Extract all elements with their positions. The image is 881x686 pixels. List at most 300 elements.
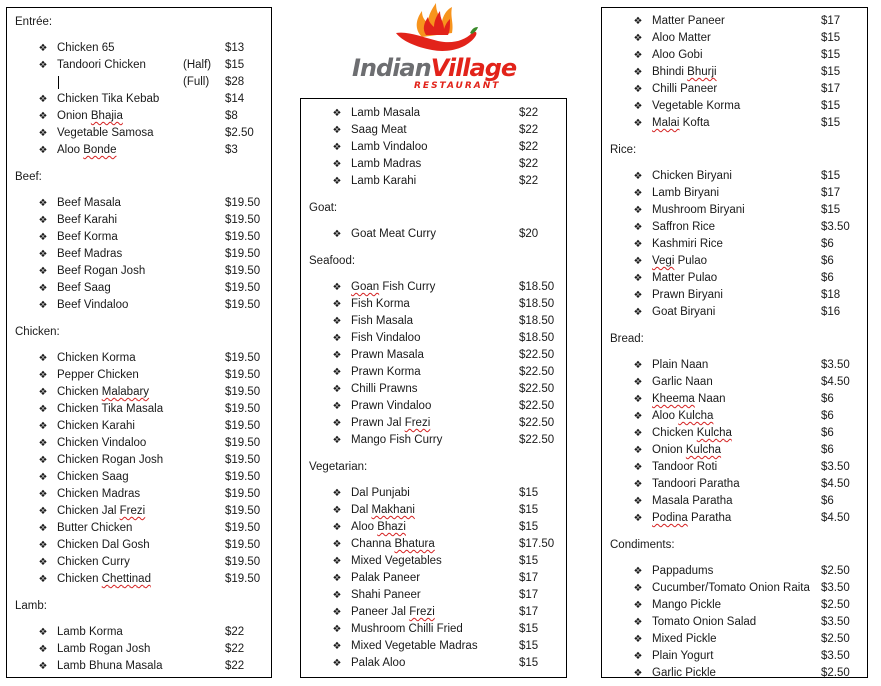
menu-item-name: Butter Chicken bbox=[57, 522, 133, 534]
bullet-diamond-icon: ❖ bbox=[38, 232, 48, 243]
section-gap bbox=[7, 31, 271, 40]
menu-item-name: Pappadums bbox=[652, 565, 714, 577]
bullet-diamond-icon: ❖ bbox=[633, 239, 643, 250]
misspelled-word: Bhatura bbox=[394, 538, 435, 550]
menu-item bbox=[602, 13, 867, 30]
menu-item bbox=[7, 367, 271, 384]
menu-item-name: Prawn Biryani bbox=[652, 289, 723, 301]
menu-item bbox=[602, 219, 867, 236]
menu-item bbox=[602, 253, 867, 270]
menu-item-name: Vegetable Samosa bbox=[57, 127, 154, 139]
menu-item bbox=[301, 604, 566, 621]
bullet-diamond-icon: ❖ bbox=[332, 624, 342, 635]
bullet-diamond-icon: ❖ bbox=[332, 401, 342, 412]
menu-item-name: Beef Korma bbox=[57, 231, 118, 243]
menu-item-price: $17 bbox=[821, 83, 841, 95]
menu-item-name: Prawn Jal Frezi bbox=[351, 417, 431, 429]
misspelled-word: Bonde bbox=[83, 144, 117, 156]
section-title: Goat: bbox=[309, 202, 338, 214]
menu-item-price: $15 bbox=[821, 204, 841, 216]
menu-item-price: $3.50 bbox=[821, 221, 850, 233]
misspelled-word: Podina bbox=[652, 512, 688, 524]
menu-item bbox=[602, 510, 867, 527]
menu-item-price: $18.50 bbox=[519, 281, 555, 293]
menu-item bbox=[7, 641, 271, 658]
menu-item-price: $8 bbox=[225, 110, 238, 122]
bullet-diamond-icon: ❖ bbox=[38, 472, 48, 483]
menu-item bbox=[7, 384, 271, 401]
menu-item-price: $22.50 bbox=[519, 383, 555, 395]
menu-item bbox=[7, 212, 271, 229]
menu-item-price: $6 bbox=[821, 255, 834, 267]
bullet-diamond-icon: ❖ bbox=[633, 360, 643, 371]
menu-item-name: Beef Saag bbox=[57, 282, 111, 294]
bullet-diamond-icon: ❖ bbox=[633, 634, 643, 645]
menu-item-price: $2.50 bbox=[821, 565, 850, 577]
bullet-diamond-icon: ❖ bbox=[38, 387, 48, 398]
misspelled-word: Kheema bbox=[652, 393, 695, 405]
menu-item bbox=[301, 139, 566, 156]
menu-item-name: Onion Bhajia bbox=[57, 110, 123, 122]
menu-item-price: $22 bbox=[225, 660, 245, 672]
menu-item-name: Fish Masala bbox=[351, 315, 413, 327]
bullet-diamond-icon: ❖ bbox=[38, 455, 48, 466]
menu-item bbox=[602, 374, 867, 391]
section-gap bbox=[602, 159, 867, 168]
bullet-diamond-icon: ❖ bbox=[633, 101, 643, 112]
bullet-diamond-icon: ❖ bbox=[38, 438, 48, 449]
menu-item bbox=[602, 476, 867, 493]
bullet-diamond-icon: ❖ bbox=[633, 411, 643, 422]
misspelled-word: Bhajia bbox=[90, 110, 123, 122]
menu-item-name: Chicken Korma bbox=[57, 352, 136, 364]
menu-item-price: $22.50 bbox=[519, 400, 555, 412]
bullet-diamond-icon: ❖ bbox=[633, 462, 643, 473]
bullet-diamond-icon: ❖ bbox=[38, 627, 48, 638]
menu-item bbox=[7, 435, 271, 452]
menu-item-name: Aloo Bhazi bbox=[351, 521, 406, 533]
menu-item bbox=[602, 614, 867, 631]
menu-item bbox=[602, 442, 867, 459]
menu-item-price: $15 bbox=[519, 487, 539, 499]
menu-item-name: Mango Pickle bbox=[652, 599, 722, 611]
menu-item-name: Lamb Korma bbox=[57, 626, 123, 638]
bullet-diamond-icon: ❖ bbox=[38, 370, 48, 381]
misspelled-word: Bhazi bbox=[377, 521, 406, 533]
bullet-diamond-icon: ❖ bbox=[38, 128, 48, 139]
menu-item-name: Palak Paneer bbox=[351, 572, 421, 584]
menu-item-price: $19.50 bbox=[225, 299, 261, 311]
menu-item-price: $15 bbox=[519, 623, 539, 635]
menu-item-price: $19.50 bbox=[225, 403, 261, 415]
bullet-diamond-icon: ❖ bbox=[332, 159, 342, 170]
menu-item-price: $17.50 bbox=[519, 538, 555, 550]
bullet-diamond-icon: ❖ bbox=[38, 43, 48, 54]
bullet-diamond-icon: ❖ bbox=[332, 229, 342, 240]
menu-item-price: $6 bbox=[821, 238, 834, 250]
menu-item-price: $18.50 bbox=[519, 315, 555, 327]
menu-item-price: $4.50 bbox=[821, 376, 850, 388]
menu-item-name: Plain Naan bbox=[652, 359, 709, 371]
menu-item bbox=[7, 263, 271, 280]
section-gap bbox=[7, 615, 271, 624]
bullet-diamond-icon: ❖ bbox=[633, 307, 643, 318]
bullet-diamond-icon: ❖ bbox=[38, 94, 48, 105]
menu-item bbox=[301, 364, 566, 381]
misspelled-word: Malai bbox=[652, 117, 680, 129]
menu-item bbox=[602, 47, 867, 64]
bullet-diamond-icon: ❖ bbox=[633, 50, 643, 61]
bullet-diamond-icon: ❖ bbox=[633, 16, 643, 27]
bullet-diamond-icon: ❖ bbox=[332, 418, 342, 429]
bullet-diamond-icon: ❖ bbox=[332, 108, 342, 119]
bullet-diamond-icon: ❖ bbox=[38, 266, 48, 277]
menu-item-price: $15 bbox=[821, 32, 841, 44]
bullet-diamond-icon: ❖ bbox=[38, 523, 48, 534]
bullet-diamond-icon: ❖ bbox=[332, 350, 342, 361]
menu-item-name: Aloo Bonde bbox=[57, 144, 117, 156]
section-gap bbox=[602, 132, 867, 142]
menu-item bbox=[301, 330, 566, 347]
menu-item-price: $15 bbox=[821, 66, 841, 78]
menu-item-price: $22 bbox=[519, 107, 539, 119]
chilli-flame-icon bbox=[392, 3, 482, 57]
bullet-diamond-icon: ❖ bbox=[332, 435, 342, 446]
bullet-diamond-icon: ❖ bbox=[332, 367, 342, 378]
menu-item-price: $22.50 bbox=[519, 349, 555, 361]
menu-item-name: Aloo Gobi bbox=[652, 49, 703, 61]
menu-item-price: $17 bbox=[519, 606, 539, 618]
menu-item-name: Prawn Vindaloo bbox=[351, 400, 432, 412]
menu-item-price: $18.50 bbox=[519, 298, 555, 310]
menu-item-name: Lamb Vindaloo bbox=[351, 141, 428, 153]
menu-item-price: $19.50 bbox=[225, 352, 261, 364]
menu-item bbox=[301, 381, 566, 398]
menu-item bbox=[301, 638, 566, 655]
menu-item-name: Goat Meat Curry bbox=[351, 228, 436, 240]
restaurant-logo bbox=[352, 3, 524, 95]
menu-item-name: Saag Meat bbox=[351, 124, 407, 136]
menu-item-name: Chicken Malabary bbox=[57, 386, 150, 398]
menu-item-name: Goan Fish Curry bbox=[351, 281, 436, 293]
menu-item-name: Dal Punjabi bbox=[351, 487, 410, 499]
menu-item-name: Chicken Tika Masala bbox=[57, 403, 164, 415]
bullet-diamond-icon: ❖ bbox=[38, 661, 48, 672]
bullet-diamond-icon: ❖ bbox=[332, 539, 342, 550]
menu-item-name: Pepper Chicken bbox=[57, 369, 139, 381]
menu-item bbox=[602, 287, 867, 304]
menu-item bbox=[602, 493, 867, 510]
menu-column-1 bbox=[6, 7, 272, 678]
menu-item-price: $18.50 bbox=[519, 332, 555, 344]
bullet-diamond-icon: ❖ bbox=[332, 316, 342, 327]
menu-item-price: $15 bbox=[519, 521, 539, 533]
menu-item bbox=[7, 280, 271, 297]
menu-item bbox=[301, 122, 566, 139]
menu-item-price: $19.50 bbox=[225, 231, 261, 243]
menu-item-name: Lamb Bhuna Masala bbox=[57, 660, 163, 672]
menu-item-price: $19.50 bbox=[225, 522, 261, 534]
misspelled-word: Chettinad bbox=[101, 573, 151, 585]
menu-item-name: Fish Korma bbox=[351, 298, 410, 310]
menu-item-price: $4.50 bbox=[821, 512, 850, 524]
menu-item-name: Tandoori Paratha bbox=[652, 478, 740, 490]
menu-item-price: $22 bbox=[225, 643, 245, 655]
menu-item-price: $3.50 bbox=[821, 359, 850, 371]
bullet-diamond-icon: ❖ bbox=[633, 84, 643, 95]
menu-item-price: $28 bbox=[225, 76, 245, 88]
menu-item-price: $22 bbox=[225, 626, 245, 638]
menu-item bbox=[602, 580, 867, 597]
menu-item-name: Kashmiri Rice bbox=[652, 238, 723, 250]
menu-item-price: $19.50 bbox=[225, 265, 261, 277]
logo-wordmark bbox=[352, 55, 524, 81]
menu-item-name: Mixed Vegetable Madras bbox=[351, 640, 478, 652]
menu-item-price: $19.50 bbox=[225, 214, 261, 226]
menu-item-name: Vegetable Korma bbox=[652, 100, 741, 112]
menu-item-name: Matter Pulao bbox=[652, 272, 718, 284]
menu-item-name: Palak Aloo bbox=[351, 657, 406, 669]
misspelled-word: Malabary bbox=[101, 386, 150, 398]
text-cursor bbox=[58, 76, 59, 89]
bullet-diamond-icon: ❖ bbox=[38, 574, 48, 585]
menu-item-price: $3.50 bbox=[821, 616, 850, 628]
menu-item bbox=[602, 168, 867, 185]
menu-item-price: $22.50 bbox=[519, 434, 555, 446]
menu-item-name: Chicken Madras bbox=[57, 488, 141, 500]
menu-item bbox=[602, 408, 867, 425]
menu-item bbox=[602, 115, 867, 132]
menu-item bbox=[7, 554, 271, 571]
bullet-diamond-icon: ❖ bbox=[38, 111, 48, 122]
bullet-diamond-icon: ❖ bbox=[38, 644, 48, 655]
menu-item-name: Chicken Chettinad bbox=[57, 573, 151, 585]
menu-item bbox=[7, 503, 271, 520]
misspelled-word: Kulcha bbox=[685, 444, 722, 456]
menu-item-name: Chicken Dal Gosh bbox=[57, 539, 150, 551]
menu-item-price: $15 bbox=[519, 504, 539, 516]
bullet-diamond-icon: ❖ bbox=[38, 198, 48, 209]
menu-item-price: $22 bbox=[519, 158, 539, 170]
menu-item-name: Lamb Madras bbox=[351, 158, 422, 170]
menu-item bbox=[301, 432, 566, 449]
section-gap bbox=[301, 270, 566, 279]
section-gap bbox=[7, 341, 271, 350]
logo-subtitle: RESTAURANT bbox=[414, 81, 501, 91]
menu-item bbox=[7, 350, 271, 367]
menu-item-name: Chilli Prawns bbox=[351, 383, 418, 395]
bullet-diamond-icon: ❖ bbox=[633, 445, 643, 456]
misspelled-word: Frezi bbox=[119, 505, 146, 517]
menu-item bbox=[602, 631, 867, 648]
bullet-diamond-icon: ❖ bbox=[633, 118, 643, 129]
menu-item bbox=[602, 357, 867, 374]
section-gap bbox=[301, 243, 566, 253]
menu-item-name: Chicken Karahi bbox=[57, 420, 135, 432]
section-gap bbox=[301, 217, 566, 226]
menu-item-price: $2.50 bbox=[821, 599, 850, 611]
menu-item-price: $19.50 bbox=[225, 573, 261, 585]
bullet-diamond-icon: ❖ bbox=[633, 617, 643, 628]
menu-item bbox=[301, 173, 566, 190]
menu-item bbox=[602, 98, 867, 115]
menu-item bbox=[7, 401, 271, 418]
menu-item bbox=[301, 621, 566, 638]
menu-item-price: $15 bbox=[225, 59, 245, 71]
misspelled-word: Makhani bbox=[371, 504, 415, 516]
menu-item bbox=[301, 502, 566, 519]
menu-item-name: Tomato Onion Salad bbox=[652, 616, 757, 628]
menu-item-name: Beef Masala bbox=[57, 197, 121, 209]
menu-item bbox=[7, 229, 271, 246]
menu-item bbox=[7, 486, 271, 503]
bullet-diamond-icon: ❖ bbox=[633, 290, 643, 301]
menu-item-name: Bhindi Bhurji bbox=[652, 66, 717, 78]
bullet-diamond-icon: ❖ bbox=[38, 215, 48, 226]
menu-item bbox=[7, 297, 271, 314]
section-gap bbox=[7, 186, 271, 195]
menu-item-name: Chicken Jal Frezi bbox=[57, 505, 146, 517]
menu-item-name: Mango Fish Curry bbox=[351, 434, 443, 446]
bullet-diamond-icon: ❖ bbox=[332, 142, 342, 153]
menu-item-name: Goat Biryani bbox=[652, 306, 716, 318]
bullet-diamond-icon: ❖ bbox=[332, 573, 342, 584]
menu-item-name: Chilli Paneer bbox=[652, 83, 718, 95]
menu-item-price: $15 bbox=[519, 640, 539, 652]
menu-item bbox=[7, 658, 271, 675]
bullet-diamond-icon: ❖ bbox=[633, 479, 643, 490]
menu-item bbox=[301, 536, 566, 553]
menu-item bbox=[301, 415, 566, 432]
menu-item bbox=[301, 313, 566, 330]
menu-item bbox=[602, 202, 867, 219]
menu-item-price: $3.50 bbox=[821, 582, 850, 594]
menu-item bbox=[301, 105, 566, 122]
menu-item bbox=[7, 40, 271, 57]
bullet-diamond-icon: ❖ bbox=[332, 176, 342, 187]
menu-item bbox=[7, 469, 271, 486]
menu-item bbox=[7, 57, 271, 74]
menu-item-name: Podina Paratha bbox=[652, 512, 732, 524]
menu-item-name: Fish Vindaloo bbox=[351, 332, 421, 344]
menu-item-price: $18 bbox=[821, 289, 841, 301]
menu-item-name: Mixed Pickle bbox=[652, 633, 717, 645]
menu-item bbox=[301, 587, 566, 604]
section-gap bbox=[7, 314, 271, 324]
menu-item-name: Prawn Masala bbox=[351, 349, 424, 361]
misspelled-word: Kulcha bbox=[696, 427, 732, 439]
menu-item-name: Chicken Kulcha bbox=[652, 427, 732, 439]
menu-item-price: $3 bbox=[225, 144, 238, 156]
section-gap bbox=[301, 449, 566, 459]
section-title: Lamb: bbox=[15, 600, 47, 612]
section-gap bbox=[7, 159, 271, 169]
bullet-diamond-icon: ❖ bbox=[38, 145, 48, 156]
bullet-diamond-icon: ❖ bbox=[38, 404, 48, 415]
menu-item-name: Mushroom Biryani bbox=[652, 204, 745, 216]
menu-item bbox=[7, 520, 271, 537]
menu-item-price: $19.50 bbox=[225, 386, 261, 398]
bullet-diamond-icon: ❖ bbox=[633, 171, 643, 182]
menu-item-price: $15 bbox=[821, 170, 841, 182]
menu-item bbox=[7, 195, 271, 212]
menu-item-name: Beef Madras bbox=[57, 248, 123, 260]
menu-item-price: $22 bbox=[519, 141, 539, 153]
menu-item bbox=[7, 452, 271, 469]
bullet-diamond-icon: ❖ bbox=[38, 506, 48, 517]
bullet-diamond-icon: ❖ bbox=[332, 505, 342, 516]
menu-column-3 bbox=[601, 7, 868, 678]
misspelled-word: Frezi bbox=[409, 606, 435, 618]
bullet-diamond-icon: ❖ bbox=[332, 299, 342, 310]
menu-item bbox=[7, 91, 271, 108]
menu-item bbox=[7, 418, 271, 435]
bullet-diamond-icon: ❖ bbox=[332, 607, 342, 618]
menu-item-price: $6 bbox=[821, 410, 834, 422]
bullet-diamond-icon: ❖ bbox=[633, 513, 643, 524]
bullet-diamond-icon: ❖ bbox=[38, 283, 48, 294]
menu-item-price: $19.50 bbox=[225, 505, 261, 517]
menu-item bbox=[602, 236, 867, 253]
bullet-diamond-icon: ❖ bbox=[332, 522, 342, 533]
section-title: Chicken: bbox=[15, 326, 60, 338]
menu-item-name: Lamb Rogan Josh bbox=[57, 643, 151, 655]
misspelled-word: Frezi bbox=[404, 417, 431, 429]
menu-item bbox=[301, 485, 566, 502]
menu-item-name: Chicken Rogan Josh bbox=[57, 454, 164, 466]
menu-item-price: $15 bbox=[821, 100, 841, 112]
bullet-diamond-icon: ❖ bbox=[633, 273, 643, 284]
menu-item-price: $15 bbox=[821, 49, 841, 61]
bullet-diamond-icon: ❖ bbox=[633, 205, 643, 216]
misspelled-word: Bhurji bbox=[687, 66, 717, 78]
menu-item bbox=[7, 108, 271, 125]
menu-item bbox=[602, 30, 867, 47]
menu-item-name: Beef Karahi bbox=[57, 214, 118, 226]
menu-item-price: $17 bbox=[519, 572, 539, 584]
bullet-diamond-icon: ❖ bbox=[38, 249, 48, 260]
menu-item-name: Chicken Saag bbox=[57, 471, 129, 483]
menu-item bbox=[301, 553, 566, 570]
bullet-diamond-icon: ❖ bbox=[633, 496, 643, 507]
menu-item-price: $19.50 bbox=[225, 197, 261, 209]
bullet-diamond-icon: ❖ bbox=[633, 668, 643, 679]
menu-item-name: Mixed Vegetables bbox=[351, 555, 442, 567]
bullet-diamond-icon: ❖ bbox=[38, 489, 48, 500]
menu-item-price: $22.50 bbox=[519, 366, 555, 378]
bullet-diamond-icon: ❖ bbox=[633, 67, 643, 78]
bullet-diamond-icon: ❖ bbox=[633, 256, 643, 267]
menu-item-price: $19.50 bbox=[225, 369, 261, 381]
menu-item-price: $6 bbox=[821, 427, 834, 439]
misspelled-word: Vegi bbox=[652, 255, 675, 267]
menu-item-name: Paneer Jal Frezi bbox=[351, 606, 435, 618]
section-gap bbox=[602, 527, 867, 537]
menu-item-name: Mushroom Chilli Fried bbox=[351, 623, 463, 635]
bullet-diamond-icon: ❖ bbox=[633, 394, 643, 405]
menu-item-price: $13 bbox=[225, 42, 245, 54]
menu-item-price: $19.50 bbox=[225, 488, 261, 500]
menu-item bbox=[602, 391, 867, 408]
menu-item-name: Prawn Korma bbox=[351, 366, 421, 378]
menu-item bbox=[602, 597, 867, 614]
menu-item bbox=[301, 655, 566, 672]
menu-item-name: Chicken Curry bbox=[57, 556, 130, 568]
menu-item-name: Garlic Naan bbox=[652, 376, 713, 388]
section-title: Seafood: bbox=[309, 255, 356, 267]
menu-item bbox=[301, 347, 566, 364]
bullet-diamond-icon: ❖ bbox=[633, 600, 643, 611]
